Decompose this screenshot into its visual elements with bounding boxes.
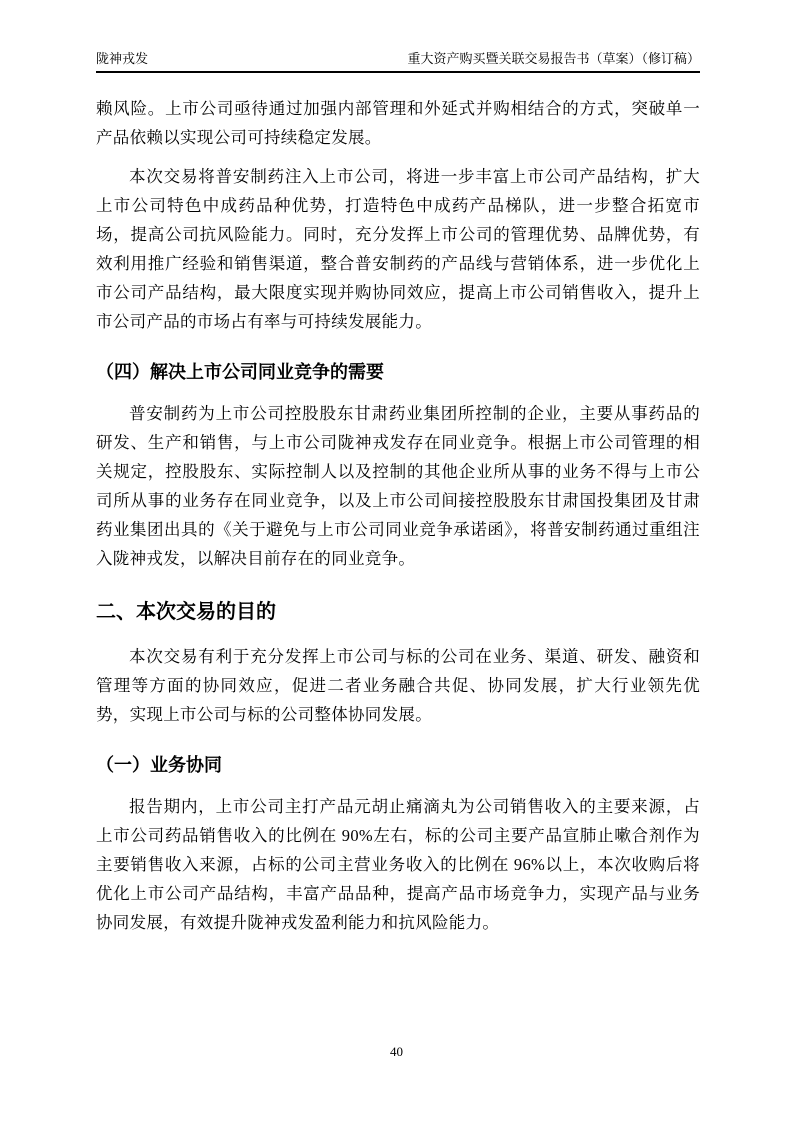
page-number: 40 <box>390 1044 403 1059</box>
page-header <box>96 50 700 73</box>
page-footer <box>0 1044 793 1060</box>
heading-chapter-2-purpose: 二、本次交易的目的 <box>96 601 276 623</box>
paragraph-transaction-benefits: 本次交易将普安制药注入上市公司，将进一步丰富上市公司产品结构，扩大上市公司特色中成药品种优势，打造特色中成药产品梯队，进一步整合拓宽市场，提高公司抗风险能力。同时，充分发挥上市公司的管理优势、品牌优势，有效利用推广经验和销售渠道，整合普安制药的产品线与营销体系，进一步优化上市公司产品结构，最大限度实现并购协同效应，提高上市公司销售收入，提升上市公司产品的市场占有率与可持续发展能力。 <box>96 167 700 331</box>
heading-section-1-business-synergy: （一）业务协同 <box>96 755 222 775</box>
paragraph-purpose-synergy: 本次交易有利于充分发挥上市公司与标的公司在业务、渠道、研发、融资和管理等方面的协同效应，促进二者业务融合共促、协同发展，扩大行业领先优势，实现上市公司与标的公司整体协同发展。 <box>96 647 700 724</box>
header-right-title: 重大资产购买暨关联交易报告书（草案）（修订稿） <box>407 51 700 66</box>
paragraph-business-synergy-detail: 报告期内，上市公司主打产品元胡止痛滴丸为公司销售收入的主要来源，占上市公司药品销售收入的比例在 90%左右，标的公司主要产品宣肺止嗽合剂作为主要销售收入来源，占标的公司主营业务收入的比例在 96%以上，本次收购后将优化上市公司产品结构，丰富产品品种，提高产品市场竞争力，实现产品与业务协同发展，有效提升陇神戎发盈利能力和抗风险能力。 <box>96 797 700 932</box>
paragraph-continuation: 赖风险。上市公司亟待通过加强内部管理和外延式并购相结合的方式，突破单一产品依赖以实现公司可持续稳定发展。 <box>96 99 700 147</box>
paragraph-competition-resolution: 普安制药为上市公司控股股东甘肃药业集团所控制的企业，主要从事药品的研发、生产和销售，与上市公司陇神戎发存在同业竞争。根据上市公司管理的相关规定，控股股东、实际控制人以及控制的其他企业所从事的业务不得与上市公司所从事的业务存在同业竞争，以及上市公司间接控股股东甘肃国投集团及甘肃药业集团出具的《关于避免与上市公司同业竞争承诺函》，将普安制药通过重组注入陇神戎发，以解决目前存在的同业竞争。 <box>96 404 700 568</box>
header-left-title: 陇神戎发 <box>96 51 149 66</box>
document-body <box>96 94 700 937</box>
heading-section-4-competition: （四）解决上市公司同业竞争的需要 <box>96 362 384 382</box>
